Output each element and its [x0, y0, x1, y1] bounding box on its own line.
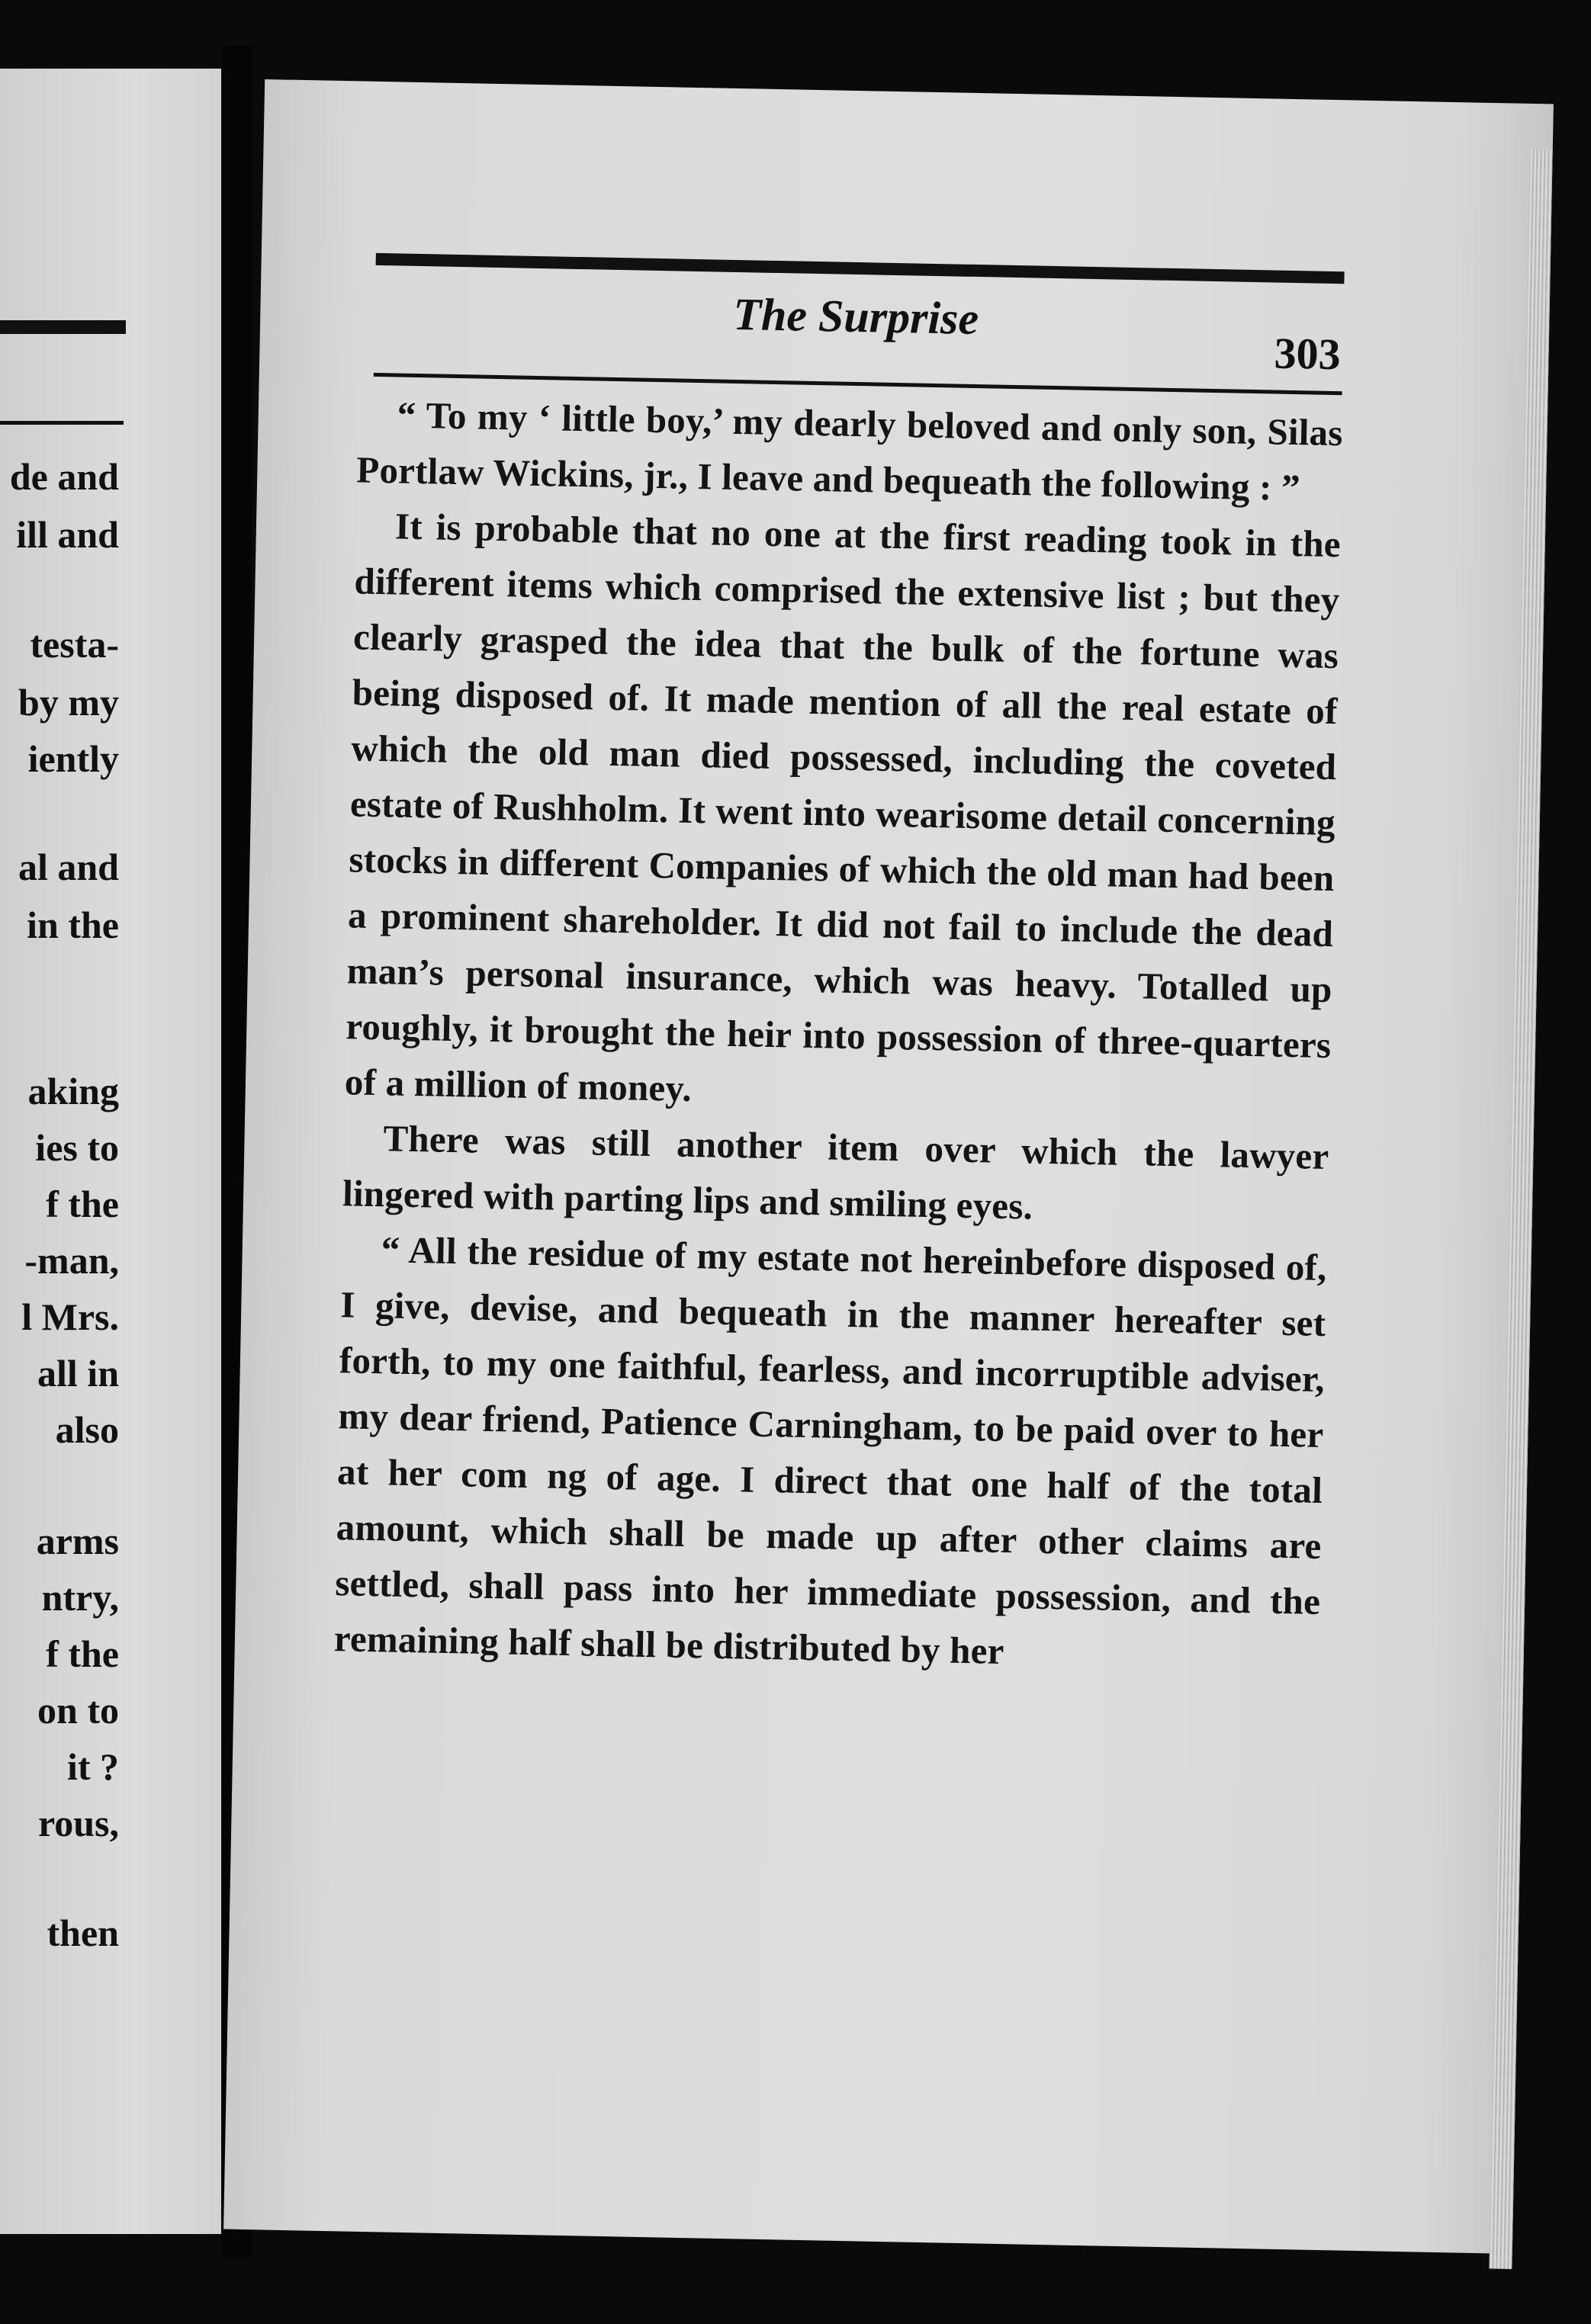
book-page — [223, 79, 1554, 2254]
previous-page-line: it ? — [66, 1745, 119, 1788]
previous-page-line: arms — [36, 1520, 119, 1562]
previous-page-line: ies to — [35, 1126, 119, 1169]
previous-page-line: de and — [9, 455, 119, 498]
previous-page-header-rule-thick — [0, 320, 126, 334]
previous-page-fragment — [0, 69, 221, 2234]
running-title: The Surprise — [732, 288, 979, 345]
previous-page-line: iently — [27, 737, 119, 780]
header-rule-thick — [376, 253, 1345, 284]
previous-page-header-rule-thin — [0, 421, 124, 425]
previous-page-line: also — [55, 1408, 119, 1451]
page-number: 303 — [1273, 328, 1342, 380]
previous-page-line: f the — [46, 1632, 119, 1675]
previous-page-line: in the — [27, 904, 119, 946]
paragraph: There was still another item over which the lawyer lingered with parting lips and smiling eyes. — [342, 1117, 1329, 1228]
paragraph: “ All the residue of my estate not hereinbefore disposed of, I give, devise, and bequeath in the manner hereafter set forth, to my one faithful, fearless, and incorruptible adviser, my dear friend, Patience Carningham, to be paid over to her at her com ng of age. I direct that one half of the total amount, which shall be made up after other claims are settled, shall pass into her immediate possession, and the remaining half shall be distributed by her — [333, 1228, 1328, 1673]
previous-page-line: -man, — [24, 1239, 119, 1282]
previous-page-line: l Mrs. — [21, 1295, 119, 1338]
previous-page-line: testa- — [30, 623, 119, 666]
previous-page-line: al and — [18, 846, 119, 888]
previous-page-line: ntry, — [41, 1576, 119, 1619]
previous-page-line: then — [47, 1912, 119, 1954]
previous-page-line: aking — [27, 1070, 119, 1112]
previous-page-line: by my — [18, 681, 119, 724]
paragraph: “ To my ‘ little boy,’ my dearly beloved and only son, Silas Portlaw Wickins, jr., I leave and bequeath the following : ” — [355, 393, 1344, 509]
previous-page-line: f the — [46, 1183, 119, 1225]
previous-page-line: rous, — [37, 1802, 119, 1844]
page-edges — [1489, 149, 1552, 2269]
previous-page-line: ill and — [16, 513, 119, 556]
paragraph: It is probable that no one at the first reading took in the different items which comprised the extensive list ; but they clearly grasped the idea that the bulk of the fortune was being disposed of. It made mention of all the real estate of which the old man died possessed, including the coveted estate of Rushholm. It went into wearisome detail concerning stocks in different Companies of which the old man had been a prominent shareholder. It did not fail to include the dead man’s personal insurance, which was heavy. Totalled up roughly, it brought the heir into possession of three-quarters of a million of money. — [344, 505, 1342, 1110]
page-body — [333, 386, 1343, 1684]
previous-page-line: all in — [37, 1352, 119, 1395]
previous-page-line: on to — [37, 1689, 119, 1732]
